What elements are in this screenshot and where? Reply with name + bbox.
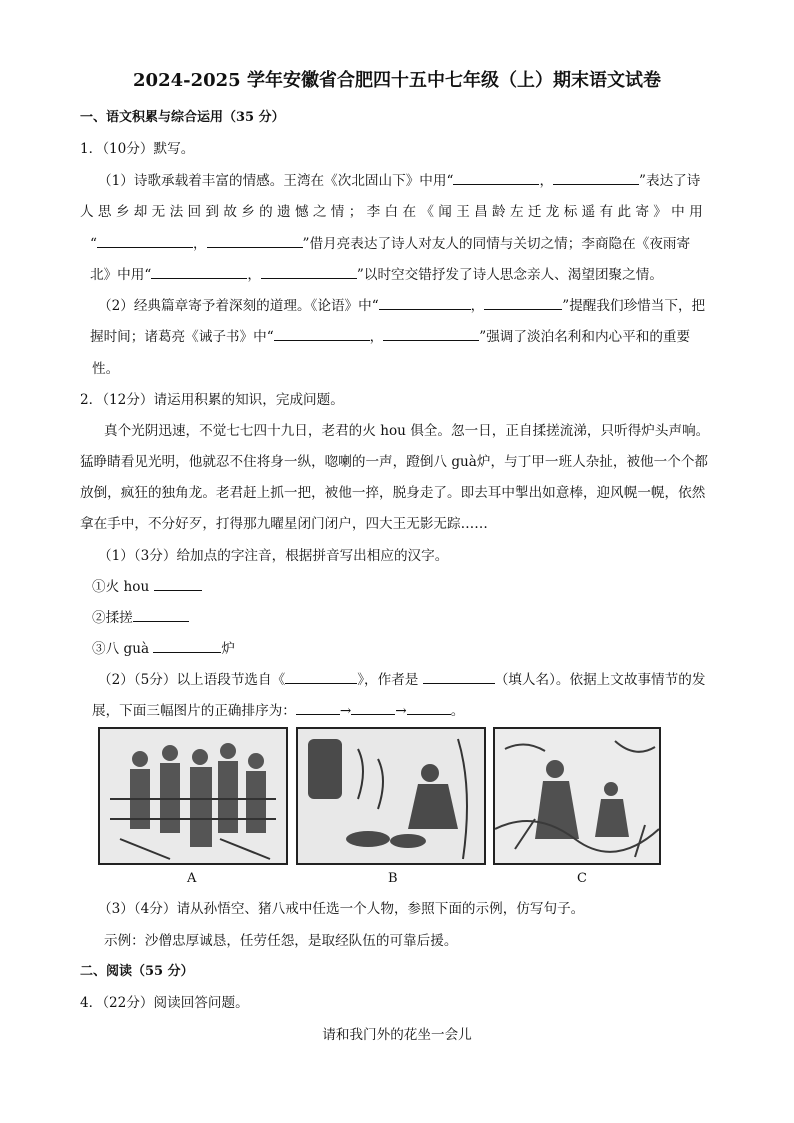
answer-blank[interactable]	[274, 326, 370, 341]
q2-sub2-line2: 展，下面三幅图片的正确排序为： → → 。	[92, 699, 464, 719]
q1-part2-line1: （2）经典篇章寄予着深刻的道理。《论语》中“ ， ”提醒我们珍惜当下，把	[98, 294, 705, 314]
answer-blank[interactable]	[133, 607, 189, 622]
answer-blank[interactable]	[97, 233, 193, 248]
illustration-b	[296, 727, 486, 865]
caption-a: A	[187, 871, 197, 886]
answer-blank[interactable]	[153, 638, 221, 653]
exam-title: 2024-2025 学年安徽省合肥四十五中七年级（上）期末语文试卷	[133, 70, 661, 91]
passage-line: 猛睁睛看见光明，他就忍不住将身一纵，唿喇的一声，蹬倒八 guà炉，与丁甲一班人杂扯，被他一个个都	[80, 454, 709, 470]
q1-stem: 1．（10分）默写。	[80, 141, 195, 157]
answer-blank[interactable]	[351, 700, 395, 715]
article-title: 请和我门外的花坐一会儿	[322, 1027, 472, 1043]
q2-sub2-line1: （2）（5分）以上语段节选自《 》，作者是 （填人名）。依据上文故事情节的发	[98, 668, 705, 688]
q2-example: 示例：沙僧忠厚诚恳，任劳任怨，是取经队伍的可靠后援。	[104, 933, 458, 949]
q2-item1: ①火 hou	[92, 575, 202, 595]
q4-stem: 4．（22分）阅读回答问题。	[80, 995, 249, 1011]
answer-blank[interactable]	[285, 669, 357, 684]
q1-part1-line4: 北》中用“ ， ”以时空交错抒发了诗人思念亲人、渴望团聚之情。	[90, 263, 663, 283]
q2-sub3: （3）（4分）请从孙悟空、猪八戒中任选一个人物，参照下面的示例，仿写句子。	[98, 901, 585, 917]
answer-blank[interactable]	[296, 700, 340, 715]
answer-blank[interactable]	[379, 295, 471, 310]
q1-part2-line3: 性。	[92, 361, 120, 377]
q1-part1-line3: “ ， ”借月亮表达了诗人对友人的同情与关切之情；李商隐在《夜雨寄	[90, 232, 690, 252]
passage-line: 真个光阴迅速，不觉七七四十九日，老君的火 hou 俱全。忽一日，正自揉搓流涕，只听得炉头声响。	[104, 423, 710, 439]
q2-item3: ③八 guà 炉	[92, 637, 235, 657]
q2-item2: ②揉搓	[92, 606, 189, 626]
passage-line: 拿在手中，不分好歹，打得那九曜星闭门闭户，四大王无影无踪……	[80, 516, 488, 532]
q1-part2-line2: 握时间；诸葛亮《诫子书》中“ ， ”强调了淡泊名利和内心平和的重要	[90, 325, 690, 345]
answer-blank[interactable]	[453, 170, 539, 185]
illustration-c	[493, 727, 661, 865]
q2-stem: 2．（12分）请运用积累的知识，完成问题。	[80, 392, 344, 408]
answer-blank[interactable]	[154, 576, 202, 591]
answer-blank[interactable]	[383, 326, 479, 341]
answer-blank[interactable]	[207, 233, 303, 248]
answer-blank[interactable]	[423, 669, 495, 684]
answer-blank[interactable]	[261, 264, 357, 279]
q1-part1-line2: 人 思 乡 却 无 法 回 到 故 乡 的 遗 憾 之 情 ； 李 白 在 《 闻 王 昌 龄 左 迁 龙 标 遥 有 此 寄 》 中 用	[80, 204, 703, 220]
answer-blank[interactable]	[151, 264, 247, 279]
passage-line: 放倒，疯狂的独角龙。老君赶上抓一把，被他一捽，脱身走了。即去耳中掣出如意棒，迎风幌一幌，依然	[80, 485, 706, 501]
q2-sub1: （1）（3分）给加点的字注音，根据拼音写出相应的汉字。	[98, 548, 449, 564]
answer-blank[interactable]	[553, 170, 639, 185]
caption-b: B	[388, 871, 398, 886]
section-2-heading: 二、阅读（55 分）	[80, 964, 194, 979]
section-1-heading: 一、语文积累与综合运用（35 分）	[80, 110, 285, 125]
answer-blank[interactable]	[484, 295, 562, 310]
caption-c: C	[577, 871, 587, 886]
illustration-a	[98, 727, 288, 865]
q1-part1-line1: （1）诗歌承载着丰富的情感。王湾在《次北固山下》中用“ ， ”表达了诗	[98, 169, 700, 189]
answer-blank[interactable]	[407, 700, 451, 715]
